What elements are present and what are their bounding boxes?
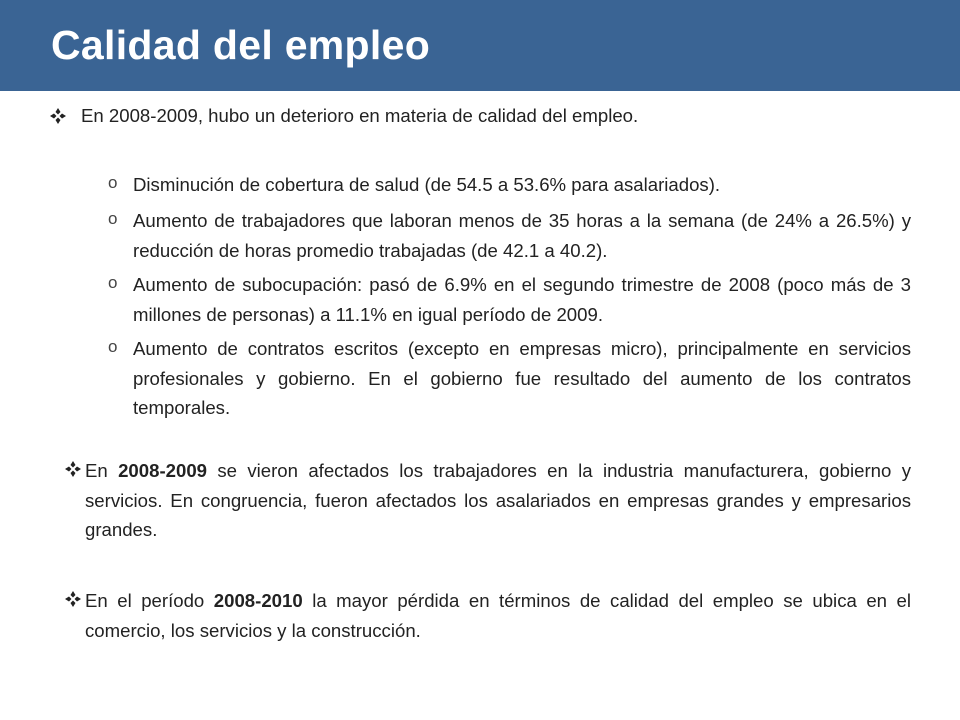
sub-item-2: Aumento de trabajadores que laboran menos de 35 horas a la semana (de 24% a 26.5%) y reducción de horas promedio trabajadas (de 42.1 a 40.2). <box>133 210 911 261</box>
circle-bullet-icon: o <box>108 173 118 192</box>
bullet-2-prefix: En <box>85 460 119 481</box>
circle-bullet-icon: o <box>108 209 118 228</box>
bullet-text-1: En 2008-2009, hubo un deterioro en materia de calidad del empleo. <box>81 105 639 126</box>
sub-item-3: Aumento de subocupación: pasó de 6.9% en el segundo trimestre de 2008 (poco más de 3 millones de personas) a 11.1% en igual período de 2009. <box>133 274 911 325</box>
title-bar <box>0 0 960 91</box>
circle-bullet-icon: o <box>108 337 118 356</box>
bullet-text-2 <box>85 456 911 545</box>
bullet-2-suffix: se vieron afectados los trabajadores en la industria manufacturera, gobierno y servicios. En congruencia, fueron afectados los asalariados en empresas grandes y empresarios grandes. <box>85 460 911 540</box>
diamond-bullet-icon <box>50 108 66 124</box>
bullet-3-suffix: la mayor pérdida en términos de calidad del empleo se ubica en el comercio, los servicios y la construcción. <box>85 590 911 641</box>
bullet-3-period: 2008-2010 <box>213 590 303 611</box>
sub-item-1: Disminución de cobertura de salud (de 54.5 a 53.6% para asalariados). <box>133 174 721 195</box>
sub-item-4: Aumento de contratos escritos (excepto en empresas micro), principalmente en servicios profesionales y gobierno. En el gobierno fue resultado del aumento de los contratos temporales. <box>133 338 911 418</box>
diamond-bullet-icon <box>65 591 81 607</box>
bullet-3-prefix: En el período <box>85 590 214 611</box>
bullet-2-period: 2008-2009 <box>118 460 208 481</box>
circle-bullet-icon: o <box>108 273 118 292</box>
diamond-bullet-icon <box>65 461 81 477</box>
page-title: Calidad del empleo <box>51 22 431 68</box>
bullet-text-3 <box>85 586 911 645</box>
